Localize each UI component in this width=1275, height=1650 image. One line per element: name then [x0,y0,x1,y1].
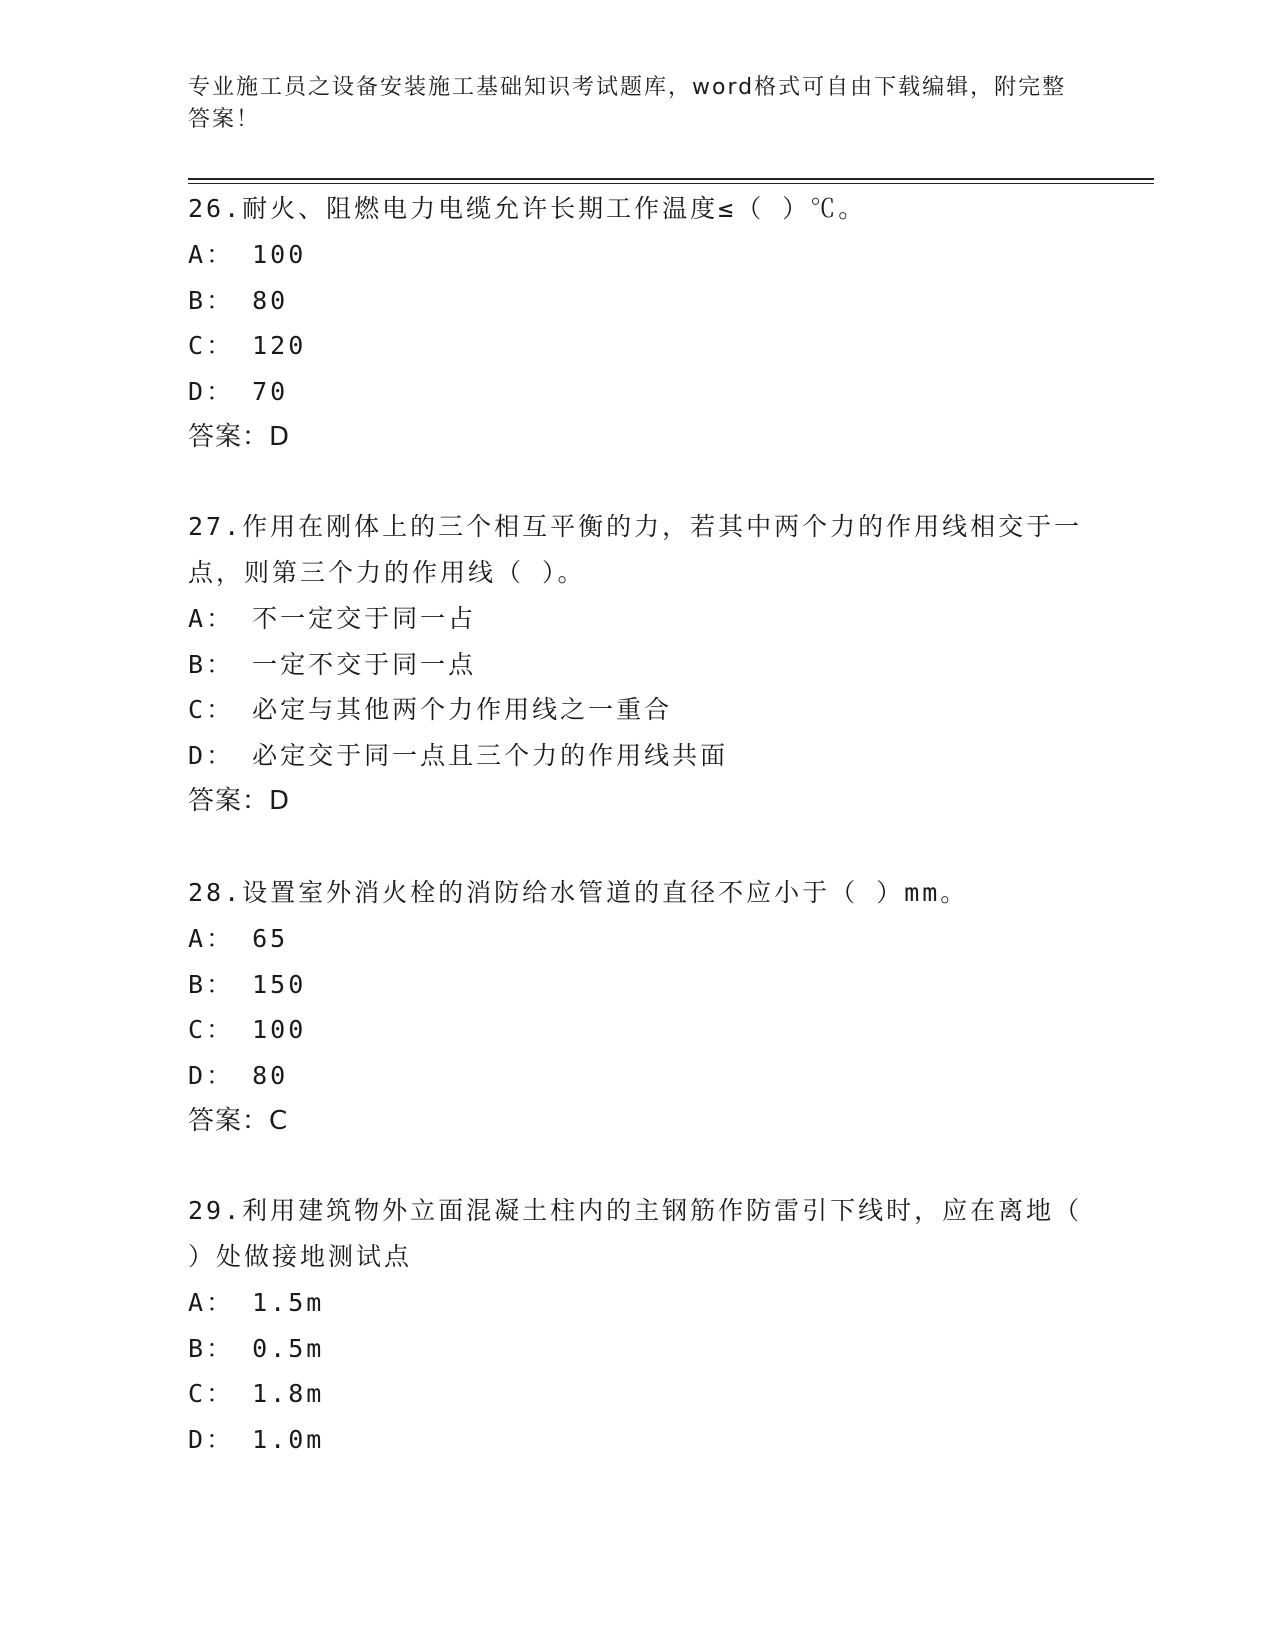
option-d: D： 70 [188,376,289,406]
question-29 [188,1188,1088,1462]
option-b: B： 0.5m [188,1333,325,1363]
option-text: 80 [252,1060,289,1090]
question-text: 29.利用建筑物外立面混凝土柱内的主钢筋作防雷引下线时，应在离地（ ）处做接地测试点 [188,1196,1083,1271]
document-header: 专业施工员之设备安装施工基础知识考试题库，word格式可自由下载编辑，附完整答案！ [188,75,1067,132]
option-text: 100 [252,240,307,269]
option-d: D： 必定交于同一点且三个力的作用线共面 [188,740,729,770]
option-letter: B [188,285,207,315]
header-divider-thin [188,183,1154,184]
question-27 [188,504,1088,824]
header-divider [188,178,1154,180]
question-26 [188,186,1088,460]
option-text: 必定与其他两个力作用线之一重合 [252,695,673,724]
option-letter: C [188,1015,207,1044]
option-text: 100 [252,1015,307,1044]
option-text: 80 [252,285,289,315]
option-b: B： 一定不交于同一点 [188,649,477,679]
option-letter: B [188,969,207,999]
option-letter: B [188,649,207,679]
option-letter: C [188,1379,207,1408]
option-d: D： 1.0m [188,1424,325,1454]
option-a: A： 65 [188,924,289,953]
option-text: 70 [252,376,289,406]
option-text: 1.5m [252,1288,325,1317]
option-letter: C [188,695,207,724]
question-text: 26.耐火、阻燃电力电缆允许长期工作温度≤（ ）℃。 [188,194,867,223]
option-c: C： 120 [188,331,307,360]
option-text: 不一定交于同一占 [252,604,477,633]
option-letter: D [188,1060,207,1090]
option-b: B： 80 [188,285,289,315]
answer-line: 答案：C [188,1106,289,1136]
question-text: 27.作用在刚体上的三个相互平衡的力，若其中两个力的作用线相交于一点，则第三个力的作用线（ ）。 [188,512,1083,587]
option-letter: A [188,604,207,633]
option-a: A： 100 [188,240,307,269]
option-a: A： 不一定交于同一占 [188,604,477,633]
option-text: 120 [252,331,307,360]
option-text: 1.8m [252,1379,325,1408]
option-text: 0.5m [252,1333,325,1363]
option-letter: D [188,740,207,770]
option-text: 65 [252,924,289,953]
option-text: 必定交于同一点且三个力的作用线共面 [252,740,729,770]
option-c: C： 100 [188,1015,307,1044]
option-letter: B [188,1333,207,1363]
option-text: 1.0m [252,1424,325,1454]
option-a: A： 1.5m [188,1288,325,1317]
option-c: C： 1.8m [188,1379,325,1408]
answer-line: 答案：D [188,786,291,816]
option-letter: D [188,1424,207,1454]
answer-line: 答案：D [188,422,291,452]
option-text: 150 [252,969,307,999]
question-28 [188,870,1088,1144]
question-text: 28.设置室外消火栓的消防给水管道的直径不应小于（ ）mm。 [188,878,969,907]
option-text: 一定不交于同一点 [252,649,477,679]
option-d: D： 80 [188,1060,289,1090]
option-c: C： 必定与其他两个力作用线之一重合 [188,695,673,724]
option-letter: C [188,331,207,360]
option-letter: A [188,240,207,269]
option-letter: A [188,924,207,953]
option-letter: D [188,376,207,406]
option-b: B： 150 [188,969,307,999]
option-letter: A [188,1288,207,1317]
